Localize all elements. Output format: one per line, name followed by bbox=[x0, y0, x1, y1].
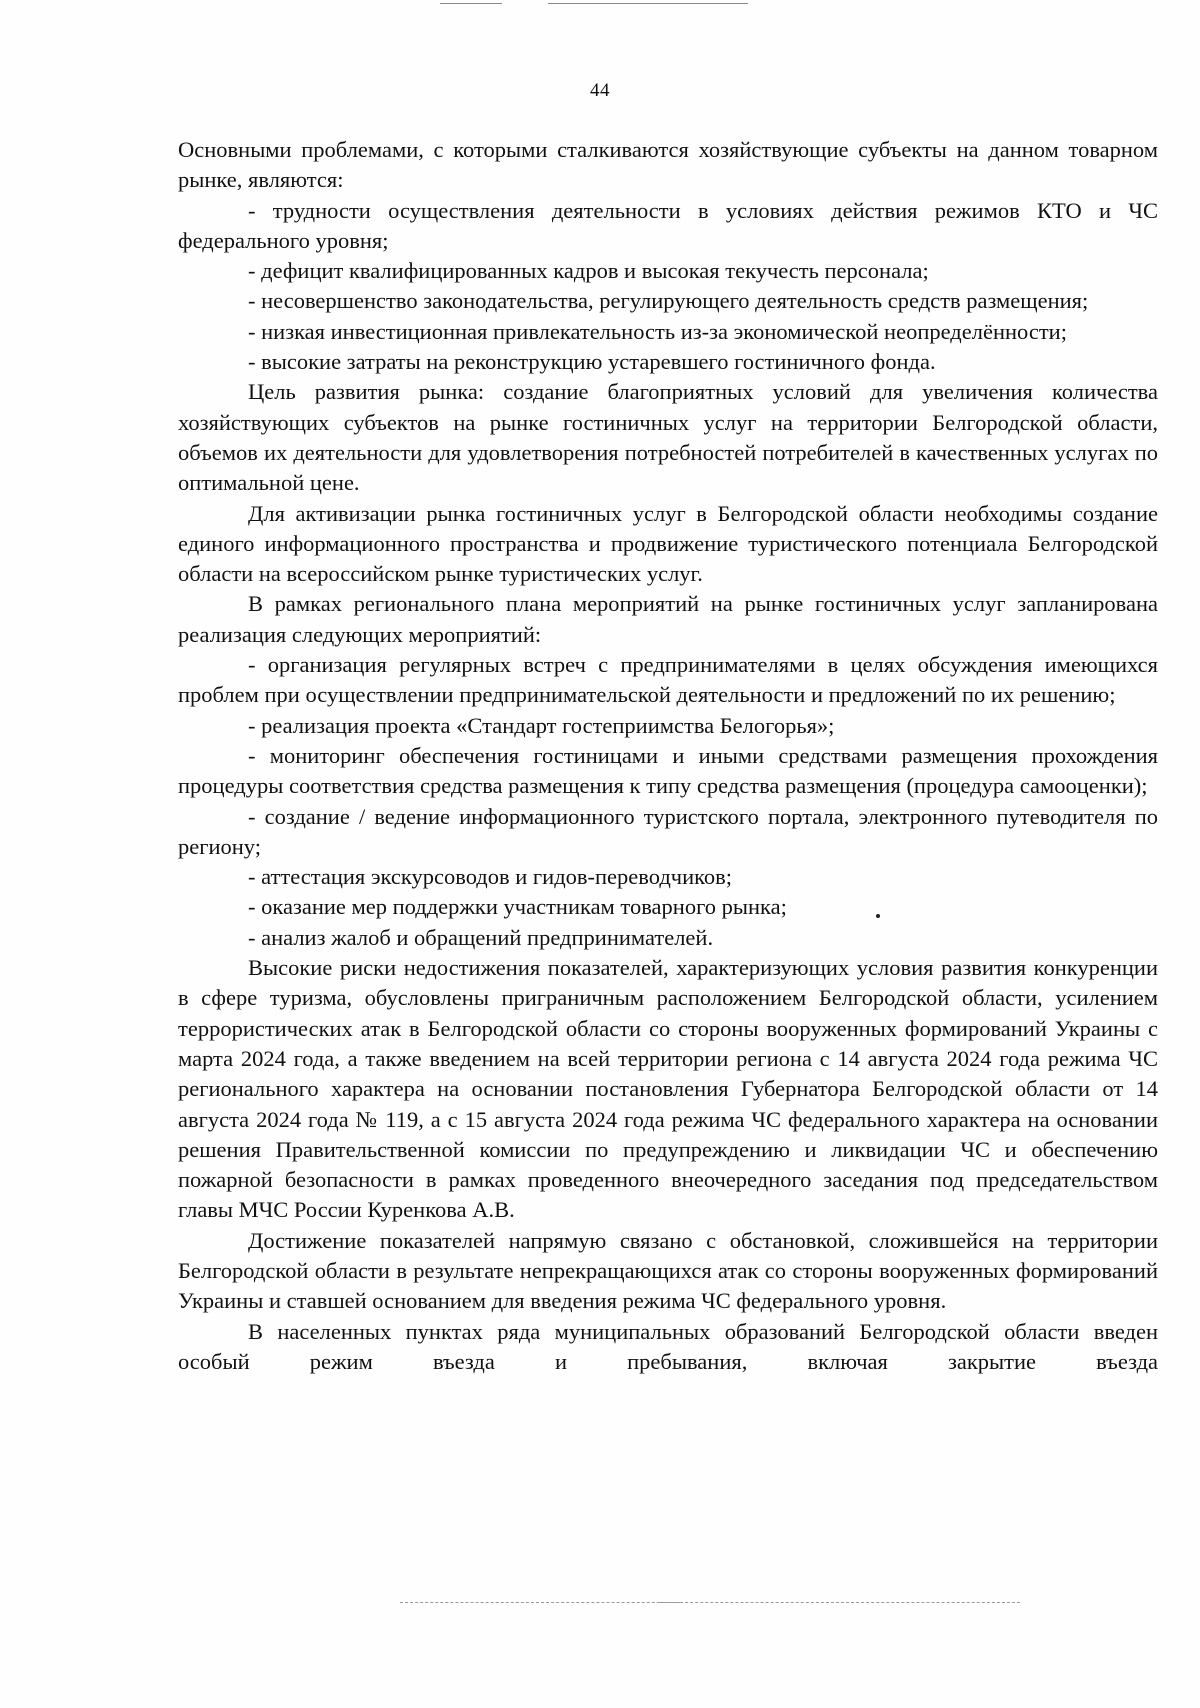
paragraph: Основными проблемами, с которыми сталкиваются хозяйствующие субъекты на данном товарном рынке, являются: bbox=[178, 137, 1158, 193]
scan-artifact-line bbox=[548, 3, 748, 4]
list-item: - высокие затраты на реконструкцию устаревшего гостиничного фонда. bbox=[248, 349, 936, 375]
paragraph: В рамках регионального плана мероприятий на рынке гостиничных услуг запланирована реализация следующих мероприятий: bbox=[178, 591, 1158, 647]
paragraph: Для активизации рынка гостиничных услуг в Белгородской области необходимы создание единого информационного пространства и продвижение туристического потенциала Белгородской области на всероссийском рынке туристических услуг. bbox=[178, 500, 1158, 587]
paragraph: Достижение показателей напрямую связано с обстановкой, сложившейся на территории Белгородской области в результате непрекращающихся атак со стороны вооруженных формирований Украины и ставшей основанием для введения режима ЧС федерального уровня. bbox=[178, 1227, 1158, 1314]
list-item: - организация регулярных встреч с предпринимателями в целях обсуждения имеющихся проблем при осуществлении предпринимательской деятельности и предложений по их решению; bbox=[178, 652, 1158, 708]
paragraph: В населенных пунктах ряда муниципальных образований Белгородской области введен особый режим въезда и пребывания, включая закрытие въезда bbox=[178, 1318, 1158, 1374]
list-item: - мониторинг обеспечения гостиницами и иными средствами размещения прохождения процедуры соответствия средства размещения к типу средства размещения (процедура самооценки); bbox=[178, 742, 1158, 799]
list-item: - анализ жалоб и обращений предпринимателей. bbox=[248, 924, 714, 950]
list-item: - дефицит квалифицированных кадров и высокая текучесть персонала; bbox=[248, 258, 929, 284]
list-item: - создание / ведение информационного туристского портала, электронного путеводителя по региону; bbox=[178, 803, 1158, 859]
scan-artifact-line bbox=[660, 1602, 1020, 1604]
scan-artifact-line bbox=[440, 3, 502, 4]
list-item: - низкая инвестиционная привлекательность из-за экономической неопределённости; bbox=[248, 318, 1067, 344]
paragraph: Цель развития рынка: создание благоприятных условий для увеличения количества хозяйствующих субъектов на рынке гостиничных услуг на территории Белгородской области, объемов их деятельности для удовлетворения потребностей потребителей в качественных услугах по оптимальной цене. bbox=[178, 379, 1158, 496]
list-item: - аттестация экскурсоводов и гидов-переводчиков; bbox=[248, 864, 733, 890]
scan-artifact-line bbox=[400, 1602, 680, 1604]
list-item: - реализация проекта «Стандарт гостеприимства Белогорья»; bbox=[248, 712, 835, 738]
list-item: - трудности осуществления деятельности в условиях действия режимов КТО и ЧС федерального уровня; bbox=[178, 197, 1158, 253]
list-item: - оказание мер поддержки участникам товарного рынка; bbox=[248, 894, 787, 920]
document-body bbox=[178, 135, 1158, 1377]
paragraph: Высокие риски недостижения показателей, характеризующих условия развития конкуренции в сфере туризма, обусловлены приграничным расположением Белгородской области, усилением террористических атак в Белгородской области со стороны вооруженных формирований Украины с марта 2024 года, а также введением на всей территории региона с 14 августа 2024 года режима ЧС регионального характера на основании постановления Губернатора Белгородской области от 14 августа 2024 года № 119, а с 15 августа 2024 года режима ЧС федерального характера на основании решения Правительственной комиссии по предупреждению и ликвидации ЧС и обеспечению пожарной безопасности в рамках проведенного внеочередного заседания под председательством главы МЧС России Куренкова А.В. bbox=[178, 955, 1158, 1223]
list-item: - несовершенство законодательства, регулирующего деятельность средств размещения; bbox=[248, 288, 1089, 314]
page-number: 44 bbox=[590, 80, 610, 101]
